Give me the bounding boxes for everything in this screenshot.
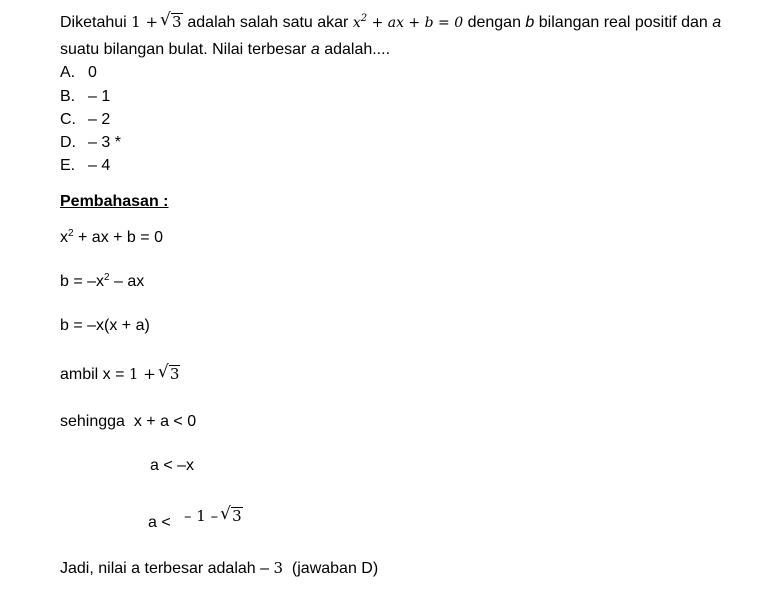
option-d: D. – 3 * [60, 134, 121, 151]
option-b: B. – 1 [60, 88, 111, 105]
solution-heading: Pembahasan : [60, 193, 169, 210]
solution-step-7: a < – 1 – √ 3 [148, 504, 242, 531]
question-root-expression: 1 + √ 3 [131, 10, 182, 31]
question-var-b: b [525, 14, 535, 31]
question-line-1 [60, 12, 721, 33]
option-c: C. – 2 [60, 111, 111, 128]
option-e: E. – 4 [60, 157, 111, 174]
question-equation: $x^2$ + ax + b = 0 [352, 13, 464, 31]
solution-step-3: b = –x(x + a) [60, 317, 150, 334]
sqrt-symbol: √ 3 [157, 362, 180, 383]
option-a: A. 0 [60, 64, 97, 81]
solution-step-2: $b = -x^2$ – ax [60, 272, 145, 290]
sqrt-symbol: √ 3 [220, 504, 242, 525]
solution-conclusion: Jadi, nilai a terbesar adalah – 3 (jawaban D) [60, 559, 379, 577]
question-intro: Diketahui [60, 14, 127, 31]
question-post-2: bilangan real positif dan [538, 14, 708, 31]
solution-step-4: ambil x = 1 + √ 3 [60, 362, 180, 383]
solution-step-5: sehingga x + a < 0 [60, 413, 197, 430]
sqrt-symbol: √ 3 [160, 10, 182, 31]
question-post-1: dengan [467, 14, 521, 31]
solution-step-1: $x^2$ + ax + b = 0 [60, 228, 163, 246]
solution-step-6: a < –x [150, 457, 195, 474]
question-var-a: a [712, 14, 722, 31]
question-line-2: suatu bilangan bulat. Nilai terbesar a adalah.... [60, 41, 391, 58]
question-middle: adalah salah satu akar [187, 14, 349, 31]
